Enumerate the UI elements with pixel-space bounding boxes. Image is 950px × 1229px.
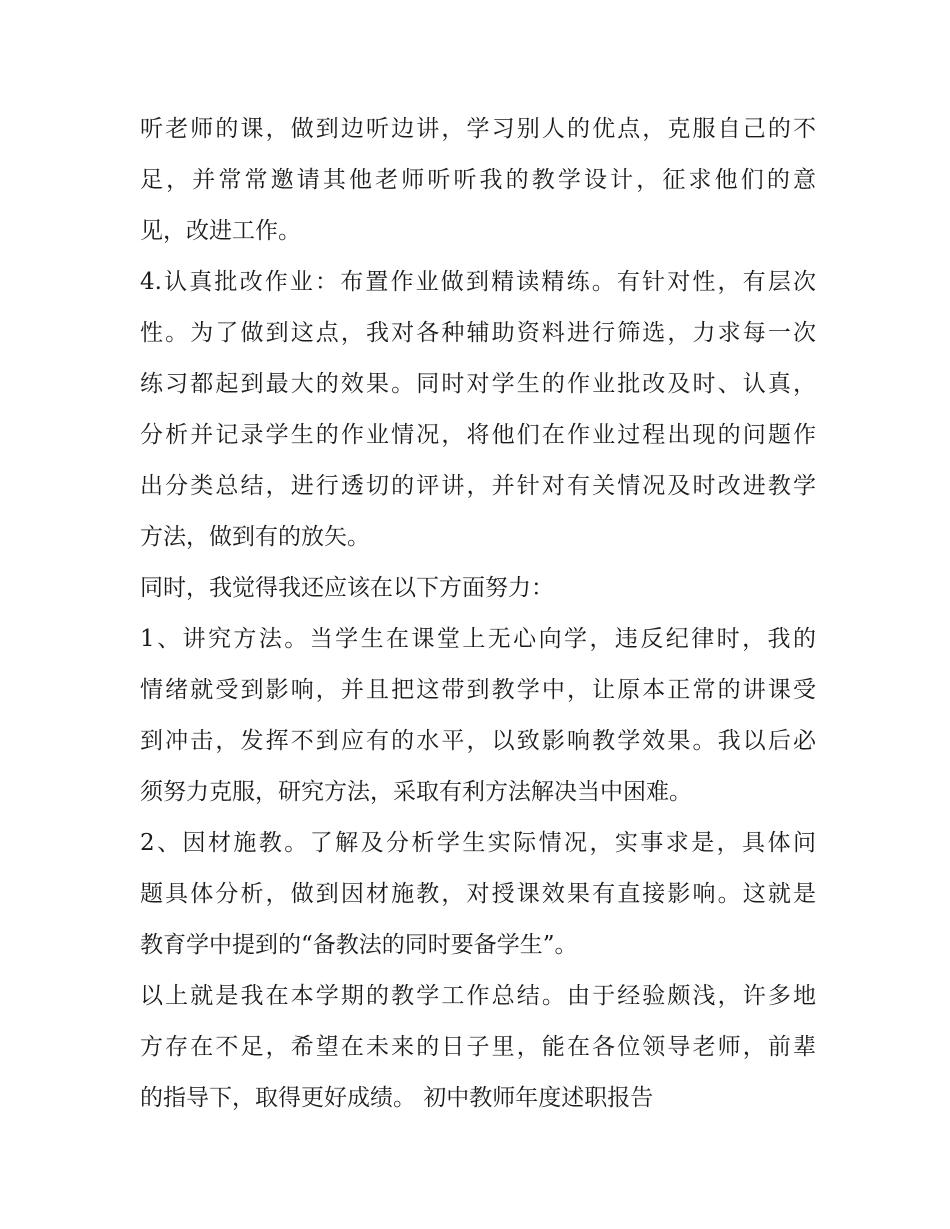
text-line: 2、因材施教。了解及分析学生实际情况，实事求是，具体问 <box>140 830 816 856</box>
text-line: 到冲击，发挥不到应有的水平，以致影响教学效果。我以后必 <box>140 728 816 754</box>
text-line: 题具体分析，做到因材施教，对授课效果有直接影响。这就是 <box>140 881 816 907</box>
text-line: 见，改进工作。 <box>140 218 301 244</box>
text-line: 听老师的课，做到边听边讲，学习别人的优点，克服自己的不 <box>140 116 816 142</box>
text-line: 须努力克服，研究方法，采取有利方法解决当中困难。 <box>140 779 692 805</box>
text-line: 教育学中提到的“备教法的同时要备学生”。 <box>140 932 578 958</box>
text-line: 练习都起到最大的效果。同时对学生的作业批改及时、认真， <box>140 371 816 397</box>
text-line: 方存在不足，希望在未来的日子里，能在各位领导老师，前辈 <box>140 1034 816 1060</box>
text-line: 方法，做到有的放矢。 <box>140 524 370 550</box>
text-line: 分析并记录学生的作业情况，将他们在作业过程出现的问题作 <box>140 422 816 448</box>
text-line: 性。为了做到这点，我对各种辅助资料进行筛选，力求每一次 <box>140 320 816 346</box>
text-line: 同时，我觉得我还应该在以下方面努力： <box>140 575 554 601</box>
text-line: 的指导下，取得更好成绩。 初中教师年度述职报告 <box>140 1085 654 1111</box>
text-line: 情绪就受到影响，并且把这带到教学中，让原本正常的讲课受 <box>140 677 816 703</box>
text-line: 1、讲究方法。当学生在课堂上无心向学，违反纪律时，我的 <box>140 626 816 652</box>
document-body <box>140 104 816 1124</box>
text-line: 4.认真批改作业：布置作业做到精读精练。有针对性，有层次 <box>140 269 816 295</box>
text-line: 以上就是我在本学期的教学工作总结。由于经验颇浅，许多地 <box>140 983 816 1009</box>
text-line: 足，并常常邀请其他老师听听我的教学设计，征求他们的意 <box>140 167 816 193</box>
text-line: 出分类总结，进行透切的评讲，并针对有关情况及时改进教学 <box>140 473 816 499</box>
